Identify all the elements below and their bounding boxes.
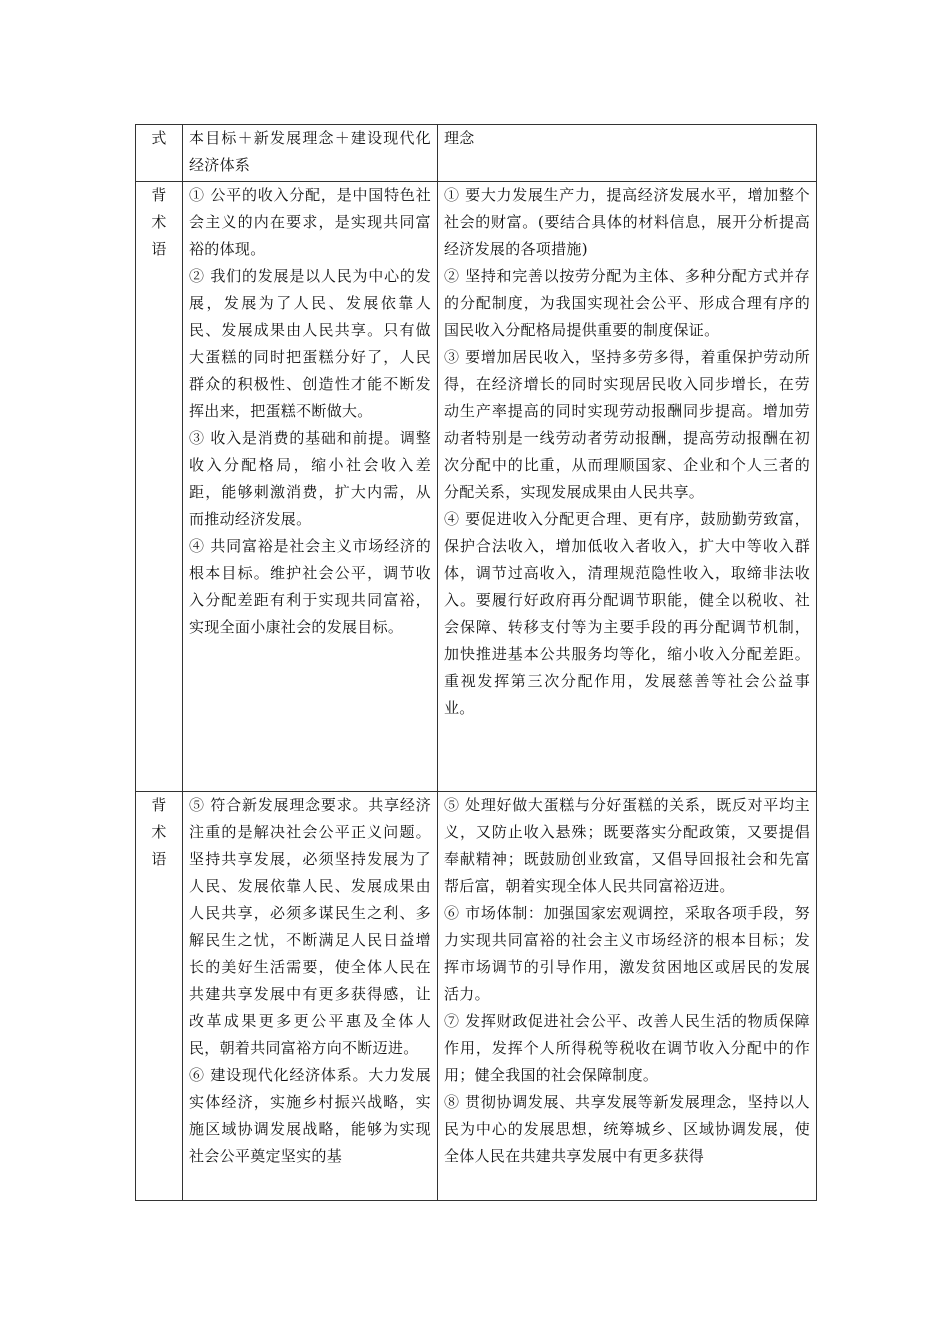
right-cell: [438, 792, 817, 1201]
list-item: ② 我们的发展是以人民为中心的发展，发展为了人民、发展依靠人民、发展成果由人民共享。只有做大蛋糕的同时把蛋糕分好了，人民群众的积极性、创造性才能不断发挥出来，把蛋糕不断做大。: [189, 267, 431, 420]
list-item: ④ 要促进收入分配更合理、更有序，鼓励勤劳致富，保护合法收入，增加低收入者收入，扩大中等收入群体，调节过高收入，清理规范隐性收入，取缔非法收入。要履行好政府再分配调节职能，健全以税收、社会保障、转移支付等为主要手段的再分配调节机制，加快推进基本公共服务均等化，缩小收入分配差距。重视发挥第三次分配作用，发展慈善等社会公益事业。: [444, 510, 810, 717]
list-item: ⑤ 处理好做大蛋糕与分好蛋糕的关系，既反对平均主义，又防止收入悬殊；既要落实分配政策，又要提倡奉献精神；既鼓励创业致富，又倡导回报社会和先富帮后富，朝着实现全体人民共同富裕迈进。: [444, 796, 810, 895]
row-label: [136, 182, 183, 792]
list-item: ③ 要增加居民收入，坚持多劳多得，着重保护劳动所得，在经济增长的同时实现居民收入同步增长，在劳动生产率提高的同时实现劳动报酬同步提高。增加劳动者特别是一线劳动者劳动报酬，提高劳动报酬在初次分配中的比重，从而理顺国家、企业和个人三者的分配关系，实现发展成果由人民共享。: [444, 348, 810, 501]
list-item: ① 公平的收入分配，是中国特色社会主义的内在要求，是实现共同富裕的体现。: [189, 186, 431, 258]
list-item: ③ 收入是消费的基础和前提。调整收入分配格局，缩小社会收入差距，能够刺激消费，扩大内需，从而推动经济发展。: [189, 429, 431, 528]
list-item: ⑧ 贯彻协调发展、共享发展等新发展理念，坚持以人民为中心的发展思想，统筹城乡、区域协调发展，使全体人民在共建共享发展中有更多获得: [444, 1093, 810, 1165]
content-table: [135, 124, 817, 1201]
header-col1-text: 式: [151, 129, 167, 147]
header-col2-text: 本目标＋新发展理念＋建设现代化经济体系: [189, 129, 431, 174]
left-cell: [183, 182, 438, 792]
table-header-row: [136, 125, 817, 182]
list-item: ⑦ 发挥财政促进社会公平、改善人民生活的物质保障作用，发挥个人所得税等税收在调节收入分配中的作用；健全我国的社会保障制度。: [444, 1012, 810, 1084]
header-col1: [136, 125, 183, 182]
list-item: ④ 共同富裕是社会主义市场经济的根本目标。维护社会公平，调节收入分配差距有利于实现共同富裕，实现全面小康社会的发展目标。: [189, 537, 431, 636]
header-col2: [183, 125, 438, 182]
right-cell: [438, 182, 817, 792]
list-item: ② 坚持和完善以按劳分配为主体、多种分配方式并存的分配制度，为我国实现社会公平、形成合理有序的国民收入分配格局提供重要的制度保证。: [444, 267, 810, 339]
table-row: [136, 792, 817, 1201]
header-col3-text: 理念: [444, 129, 475, 147]
list-item: ⑥ 建设现代化经济体系。大力发展实体经济，实施乡村振兴战略，实施区域协调发展战略，能够为实现社会公平奠定坚实的基: [189, 1066, 431, 1165]
list-item: ⑤ 符合新发展理念要求。共享经济注重的是解决社会公平正义问题。坚持共享发展，必须坚持发展为了人民、发展依靠人民、发展成果由人民共享，必须多谋民生之利、多解民生之忧，不断满足人民日益增长的美好生活需要，使全体人民在共建共享发展中有更多获得感，让改革成果更多更公平惠及全体人民，朝着共同富裕方向不断迈进。: [189, 796, 431, 1057]
left-cell: [183, 792, 438, 1201]
row-label-text: 背术语: [151, 796, 167, 868]
row-label: [136, 792, 183, 1201]
list-item: ① 要大力发展生产力，提高经济发展水平，增加整个社会的财富。(要结合具体的材料信息，展开分析提高经济发展的各项措施): [444, 186, 810, 258]
table-row: [136, 182, 817, 792]
list-item: ⑥ 市场体制：加强国家宏观调控，采取各项手段，努力实现共同富裕的社会主义市场经济的根本目标；发挥市场调节的引导作用，激发贫困地区或居民的发展活力。: [444, 904, 810, 1003]
row-label-text: 背术语: [151, 186, 167, 258]
header-col3: [438, 125, 817, 182]
